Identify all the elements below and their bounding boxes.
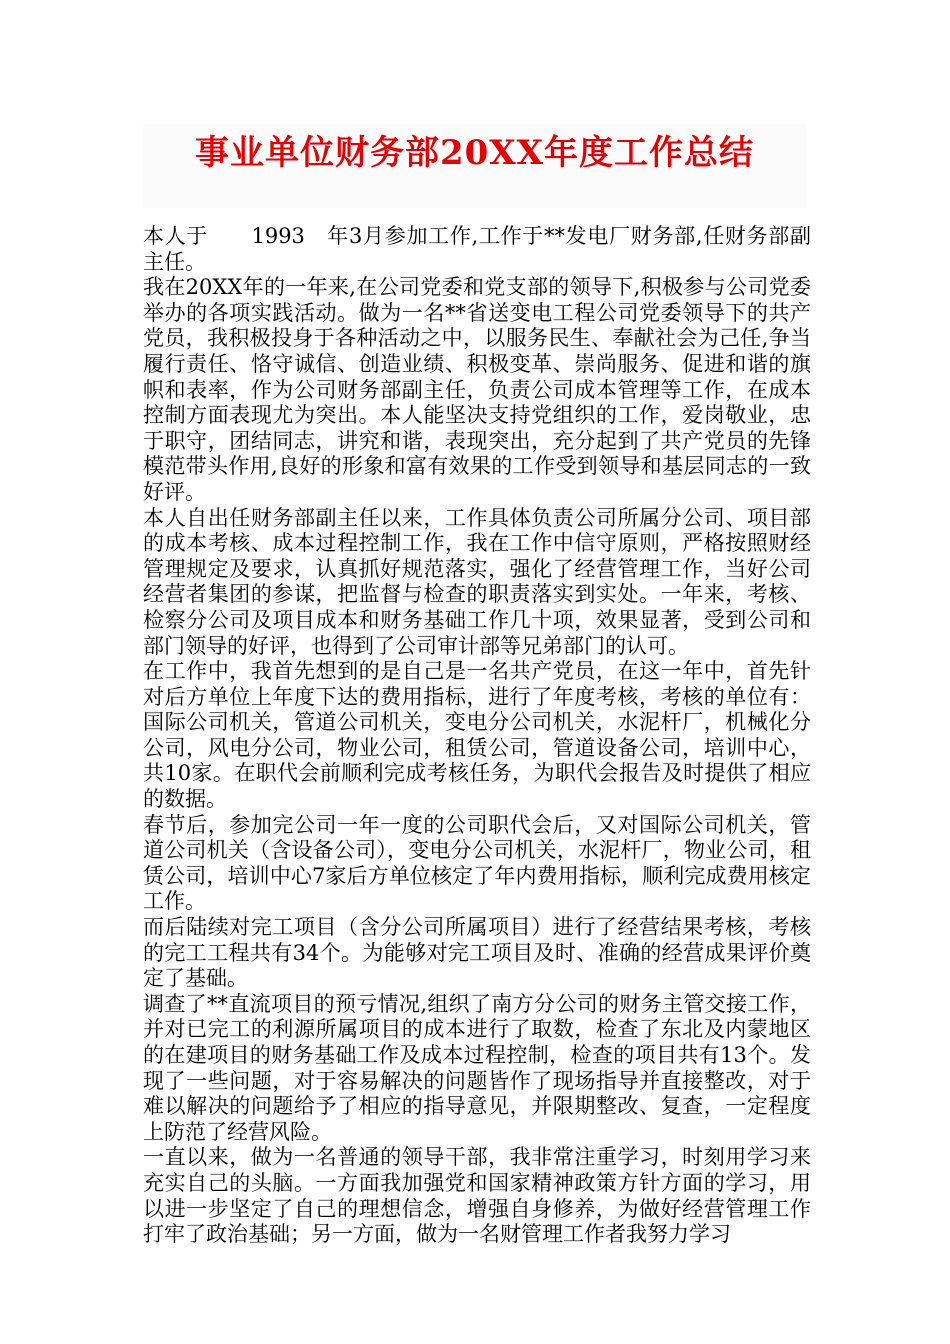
document-body bbox=[143, 224, 811, 1248]
paragraph-2: 我在20XX年的一年来,在公司党委和党支部的领导下,积极参与公司党委举办的各项实践活动。做为一名**省送变电工程公司党委领导下的共产党员，我积极投身于各种活动之中，以服务民生、奉献社会为己任,争当履行责任、恪守诚信、创造业绩、积极变革、崇尚服务、促进和谐的旗帜和表率，作为公司财务部副主任，负责公司成本管理等工作，在成本控制方面表现尤为突出。本人能坚决支持党组织的工作，爱岗敬业，忠于职守，团结同志，讲究和谐，表现突出，充分起到了共产党员的先锋模范带头作用,良好的形象和富有效果的工作受到领导和基层同志的一致好评。 bbox=[143, 275, 811, 504]
paragraph-6: 而后陆续对完工项目（含分公司所属项目）进行了经营结果考核，考核的完工工程共有34个。为能够对完工项目及时、准确的经营成果评价奠定了基础。 bbox=[143, 915, 811, 991]
document-title: 事业单位财务部20XX年度工作总结 bbox=[194, 133, 755, 173]
paragraph-1: 本人于 1993 年3月参加工作,工作于**发电厂财务部,任财务部副主任。 bbox=[143, 224, 811, 274]
paragraph-7: 调查了**直流项目的预亏情况,组织了南方分公司的财务主管交接工作，并对已完工的利源所属项目的成本进行了取数，检查了东北及内蒙地区的在建项目的财务基础工作及成本过程控制，检查的项目共有13个。发现了一些问题，对于容易解决的问题皆作了现场指导并直接整改，对于难以解决的问题给予了相应的指导意见，并限期整改、复查，一定程度上防范了经营风险。 bbox=[143, 991, 811, 1144]
paragraph-3: 本人自出任财务部副主任以来，工作具体负责公司所属分公司、项目部的成本考核、成本过程控制工作，我在工作中信守原则，严格按照财经管理规定及要求，认真抓好规范落实，强化了经营管理工作，当好公司经营者集团的参谋，把监督与检查的职责落实到实处。一年来，考核、检察分公司及项目成本和财务基础工作几十项，效果显著，受到公司和部门领导的好评，也得到了公司审计部等兄弟部门的认可。 bbox=[143, 505, 811, 658]
paragraph-4: 在工作中，我首先想到的是自己是一名共产党员，在这一年中，首先针对后方单位上年度下达的费用指标，进行了年度考核，考核的单位有：国际公司机关，管道公司机关，变电分公司机关，水泥杆厂，机械化分公司，风电分公司，物业公司，租赁公司，管道设备公司，培训中心，共10家。在职代会前顺利完成考核任务，为职代会报告及时提供了相应的数据。 bbox=[143, 659, 811, 812]
paragraph-8: 一直以来，做为一名普通的领导干部，我非常注重学习，时刻用学习来充实自己的头脑。一方面我加强党和国家精神政策方针方面的学习，用以进一步坚定了自己的理想信念，增强自身修养，为做好经营管理工作打牢了政治基础；另一方面，做为一名财管理工作者我努力学习 bbox=[143, 1145, 811, 1247]
paragraph-5: 春节后，参加完公司一年一度的公司职代会后，又对国际公司机关，管道公司机关（含设备公司），变电分公司机关，水泥杆厂，物业公司，租赁公司，培训中心7家后方单位核定了年内费用指标，顺利完成费用核定工作。 bbox=[143, 812, 811, 914]
